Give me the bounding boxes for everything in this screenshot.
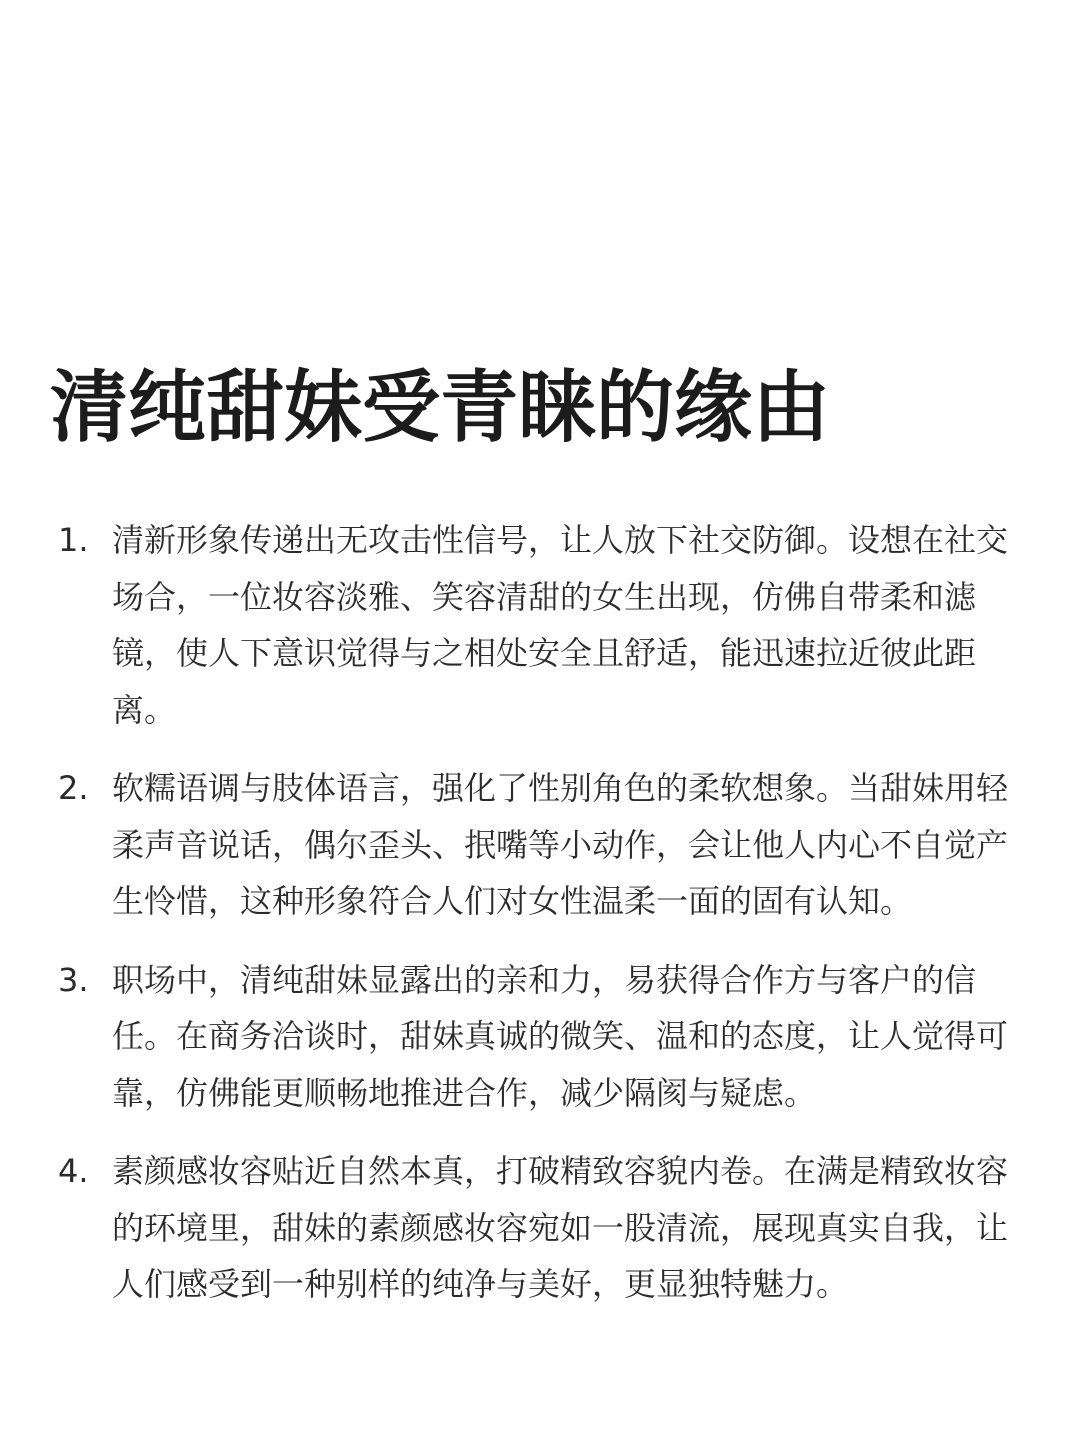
list-item-number: 2. [58,769,89,807]
reasons-list [58,512,1018,1335]
list-item-number: 4. [58,1152,89,1190]
list-item [58,952,1018,1122]
list-item [58,1143,1018,1313]
list-item-text: 素颜感妆容贴近自然本真，打破精致容貌内卷。在满是精致妆容的环境里，甜妹的素颜感妆容宛如一股清流，展现真实自我，让人们感受到一种别样的纯净与美好，更显独特魅力。 [112,1152,1009,1303]
list-item-text: 清新形象传递出无攻击性信号，让人放下社交防御。设想在社交场合，一位妆容淡雅、笑容清甜的女生出现，仿佛自带柔和滤镜，使人下意识觉得与之相处安全且舒适，能迅速拉近彼此距离。 [112,521,1009,729]
list-item [58,760,1018,930]
list-item-number: 3. [58,960,89,999]
list-item-number: 1. [58,521,89,559]
list-item-text: 职场中，清纯甜妹显露出的亲和力，易获得合作方与客户的信任。在商务洽谈时，甜妹真诚的微笑、温和的态度，让人觉得可靠，仿佛能更顺畅地推进合作，减少隔阂与疑虑。 [112,960,1009,1112]
page-title: 清纯甜妹受青睐的缘由 [50,363,831,453]
list-item-text: 软糯语调与肢体语言，强化了性别角色的柔软想象。当甜妹用轻柔声音说话，偶尔歪头、抿嘴等小动作，会让他人内心不自觉产生怜惜，这种形象符合人们对女性温柔一面的固有认知。 [112,769,1009,920]
list-item [58,512,1018,738]
